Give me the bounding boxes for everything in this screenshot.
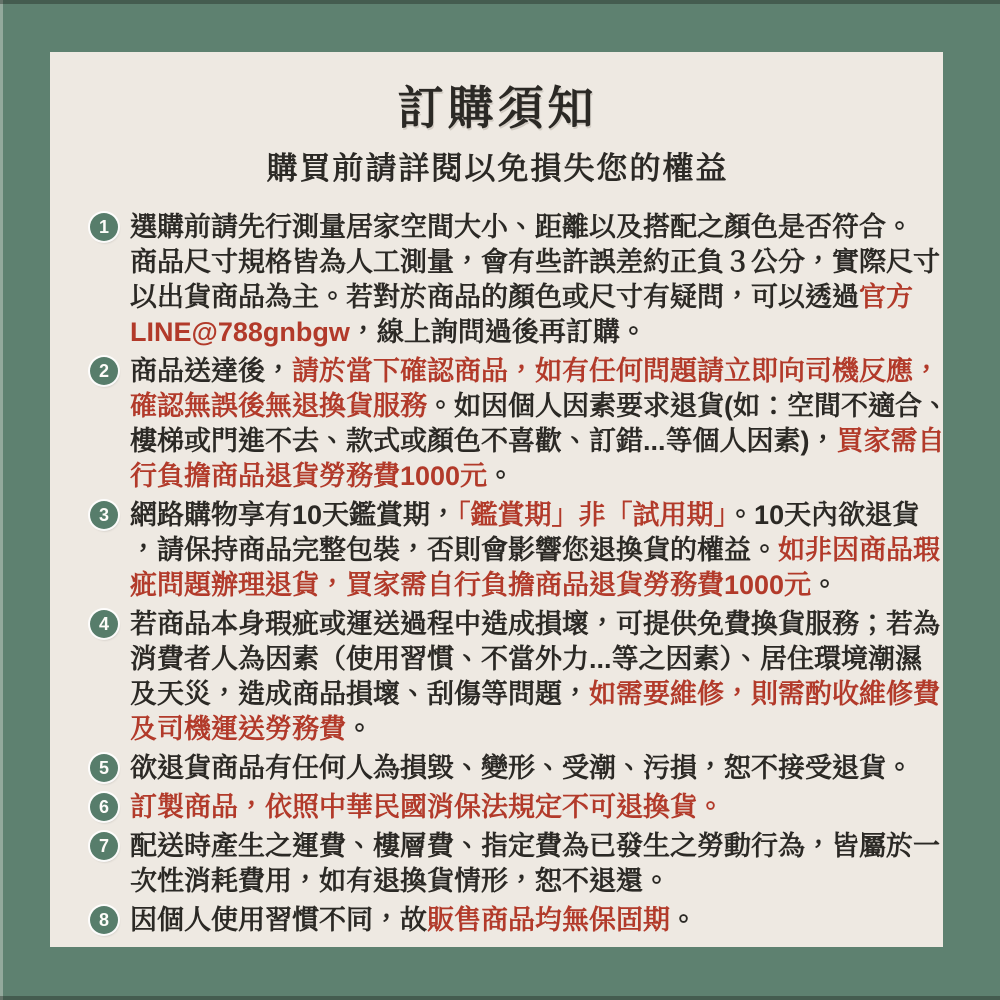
notice-number-badge: 2 — [90, 357, 118, 385]
notice-line — [130, 751, 913, 786]
notice-list — [90, 210, 949, 938]
notice-line — [130, 642, 923, 677]
notice-line — [130, 245, 940, 280]
notice-line — [130, 568, 905, 603]
notice-body-text: 。 — [346, 714, 373, 744]
notice-line — [130, 829, 940, 864]
notice-body-text: 及天災，造成商品損壞、刮傷等問題， — [130, 679, 589, 709]
notice-text — [130, 790, 905, 825]
notice-line — [130, 210, 913, 245]
notice-highlight-text: 疵問題辦理退貨，買家需自行負擔商品退貨勞務費1000元 — [130, 570, 812, 600]
notice-line — [130, 607, 940, 642]
notice-body-text: 配送時產生之運費、樓層費、指定費為已發生之勞動行為，皆屬於一 — [130, 831, 940, 861]
notice-item — [90, 790, 905, 825]
notice-item — [90, 829, 940, 899]
notice-body-text: 消費者人為因素（使用習慣、不當外力...等之因素）、居住環境潮濕 — [130, 644, 923, 674]
notice-body-text: 欲退貨商品有任何人為損毀、變形、受潮、污損，恕不接受退貨。 — [130, 753, 913, 783]
notice-line — [130, 354, 940, 389]
notice-text — [130, 903, 905, 938]
notice-highlight-text: 如需要維修，則需酌收維修費 — [589, 679, 940, 709]
notice-text — [130, 498, 940, 603]
notice-text — [130, 210, 940, 350]
notice-body-text: 。 — [487, 461, 515, 491]
notice-body-text: ，請保持商品完整包裝，否則會影響您退換貨的權益。 — [130, 535, 778, 565]
notice-text — [130, 354, 949, 494]
notice-body-text: 商品送達後， — [130, 356, 292, 386]
notice-item — [90, 210, 940, 350]
notice-highlight-text: 請於當下確認商品，如有任何問題請立即向司機反應， — [292, 356, 940, 386]
notice-body-text: 。 — [811, 570, 839, 600]
page-title: 訂購須知 — [397, 82, 598, 134]
notice-highlight-text: LINE@788gnbgw — [130, 317, 350, 347]
notice-body-text: 。 — [670, 905, 697, 935]
notice-line — [130, 424, 945, 459]
notice-body-text: 。如因個人因素要求退貨(如：空間不適合、 — [427, 391, 949, 421]
notice-line — [130, 280, 913, 315]
notice-line — [130, 864, 905, 899]
notice-number-badge: 3 — [90, 501, 118, 529]
notice-highlight-text: 訂製商品，依照中華民國消保法規定不可退換貨。 — [130, 792, 724, 822]
notice-highlight-text: 確認無誤後無退換貨服務 — [130, 391, 427, 421]
notice-item — [90, 903, 905, 938]
notice-body-text: 以出貨商品為主。若對於商品的顏色或尺寸有疑問，可以透過 — [130, 282, 859, 312]
notice-number-badge: 1 — [90, 213, 118, 241]
notice-body-text: 選購前請先行測量居家空間大小、距離以及搭配之顏色是否符合。 — [130, 212, 913, 242]
notice-highlight-text: 「鑑賞期」非「試用期」 — [457, 500, 728, 530]
notice-body-text: 網路購物享有10天鑑賞期， — [130, 500, 458, 530]
notice-body-text: 次性消耗費用，如有退換貨情形，恕不退還。 — [130, 866, 670, 896]
notice-line — [130, 315, 905, 350]
notice-line — [130, 790, 905, 825]
notice-text — [130, 607, 940, 747]
notice-line — [130, 498, 920, 533]
notice-highlight-text: 如非因商品瑕 — [778, 535, 940, 565]
notice-number-badge: 5 — [90, 754, 118, 782]
notice-text — [130, 751, 913, 786]
notice-highlight-text: 行負擔商品退貨勞務費1000元 — [130, 461, 488, 491]
notice-highlight-text: 官方 — [859, 282, 913, 312]
notice-body-text: ，線上詢問過後再訂購。 — [349, 317, 647, 347]
notice-body-text: 若商品本身瑕疵或運送過程中造成損壞，可提供免費換貨服務；若為 — [130, 609, 940, 639]
notice-card — [50, 52, 949, 947]
notice-line — [130, 389, 949, 424]
notice-body-text: 樓梯或門進不去、款式或顏色不喜歡、訂錯...等個人因素)， — [130, 426, 837, 456]
notice-line — [130, 903, 905, 938]
notice-item — [90, 751, 913, 786]
notice-line — [130, 459, 905, 494]
notice-item — [90, 498, 940, 603]
notice-number-badge: 7 — [90, 832, 118, 860]
notice-number-badge: 6 — [90, 793, 118, 821]
notice-body-text: 因個人使用習慣不同，故 — [130, 905, 427, 935]
notice-number-badge: 4 — [90, 610, 118, 638]
notice-highlight-text: 及司機運送勞務費 — [130, 714, 346, 744]
notice-line — [130, 677, 940, 712]
notice-number-badge: 8 — [90, 906, 118, 934]
notice-line — [130, 712, 905, 747]
notice-highlight-text: 販售商品均無保固期 — [427, 905, 670, 935]
notice-line — [130, 533, 940, 568]
notice-highlight-text: 買家需自 — [836, 426, 945, 456]
page-subtitle: 購買前請詳閱以免損失您的權益 — [266, 151, 729, 186]
notice-body-text: 商品尺寸規格皆為人工測量，會有些許誤差約正負３公分，實際尺寸 — [130, 247, 940, 277]
notice-item — [90, 354, 949, 494]
notice-body-text: 。10天內欲退貨 — [727, 500, 920, 530]
notice-item — [90, 607, 940, 747]
notice-text — [130, 829, 940, 899]
